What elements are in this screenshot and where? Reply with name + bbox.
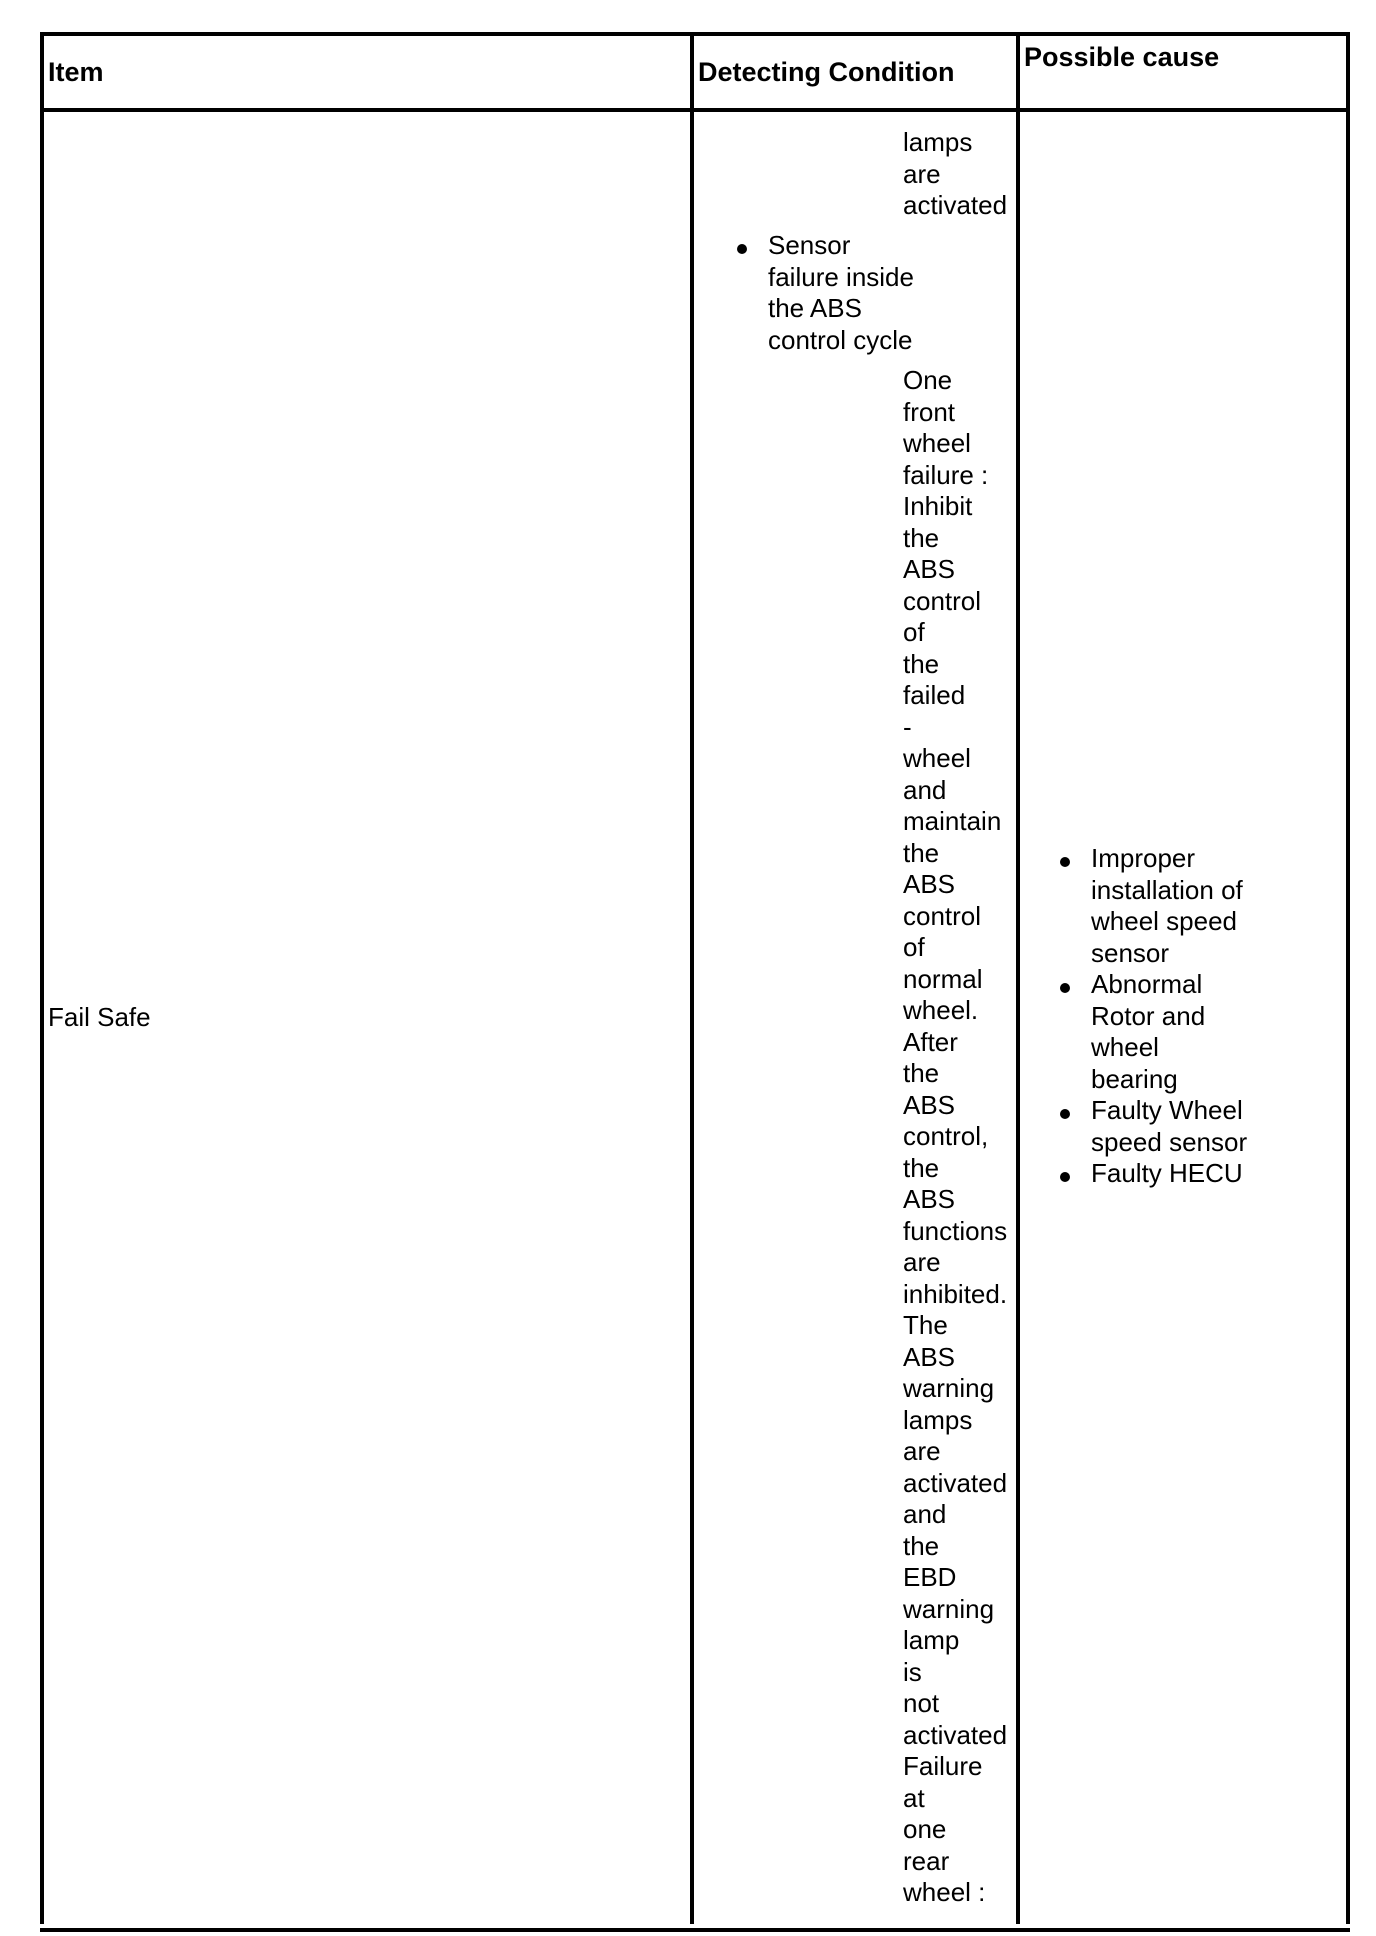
detecting-text-line: activated — [903, 190, 1008, 220]
possible-cause-bullet-dot — [1060, 1109, 1070, 1119]
possible-cause-line: speed sensor — [1091, 1126, 1248, 1157]
detecting-sub-line: the — [903, 1152, 940, 1183]
detecting-sub-line: activated — [903, 1467, 1008, 1498]
detecting-bullet-dot — [737, 244, 747, 254]
header-item: Item — [48, 57, 104, 87]
detecting-sub-line: the — [903, 837, 940, 868]
possible-cause-line: Improper — [1091, 843, 1196, 873]
possible-cause-bullet-dot — [1060, 983, 1070, 993]
possible-cause-bullet-dot — [1060, 857, 1070, 867]
column-divider-1 — [690, 32, 694, 1924]
detecting-sub-line: maintain — [903, 806, 1002, 836]
detecting-sub-line: the — [903, 1058, 940, 1088]
possible-cause-line: sensor — [1091, 937, 1170, 968]
detecting-sub-line: normal — [903, 963, 983, 994]
detecting-bullet-line: control cycle — [768, 324, 913, 355]
detecting-sub-line: wheel : — [903, 1877, 986, 1907]
detecting-sub-line: the — [903, 522, 940, 553]
detecting-sub-line: One — [903, 365, 953, 395]
detecting-sub-line: The — [903, 1310, 948, 1340]
detecting-sub-line: lamp — [903, 1625, 960, 1655]
detecting-sub-line: functions — [903, 1215, 1008, 1246]
possible-cause-line: installation of — [1091, 874, 1243, 905]
detecting-sub-line: lamps — [903, 1404, 973, 1435]
detecting-bullet-line: failure inside — [768, 261, 914, 292]
header-bottom-border — [40, 108, 1350, 112]
possible-cause-line: wheel speed — [1091, 906, 1237, 936]
detecting-text-line: are — [903, 158, 941, 189]
detecting-sub-line: Inhibit — [903, 491, 973, 521]
detecting-sub-line: the — [903, 1530, 940, 1561]
detecting-sub-line: ABS — [903, 1089, 956, 1120]
table-right-border — [1346, 32, 1350, 1924]
detecting-sub-line: the — [903, 648, 940, 679]
table-top-border — [40, 32, 1350, 36]
detecting-sub-line: ABS — [903, 1341, 956, 1372]
detecting-sub-line: Failure — [903, 1751, 983, 1781]
detecting-sub-line: rear — [903, 1845, 950, 1876]
detecting-sub-line: After — [903, 1026, 958, 1057]
detecting-sub-line: ABS — [903, 1184, 956, 1214]
detecting-bullet-line: the ABS — [768, 293, 862, 323]
detecting-sub-line: - — [903, 711, 912, 742]
detecting-sub-line: control, — [903, 1121, 989, 1151]
detecting-sub-line: one — [903, 1814, 947, 1844]
detecting-bullet-line: Sensor — [768, 230, 851, 260]
detecting-sub-line: and — [903, 1499, 947, 1529]
detecting-sub-line: of — [903, 932, 925, 962]
detecting-sub-line: activated — [903, 1719, 1008, 1750]
possible-cause-line: bearing — [1091, 1063, 1178, 1094]
detecting-sub-line: are — [903, 1247, 941, 1277]
detecting-sub-line: failed — [903, 680, 966, 710]
header-detecting-condition: Detecting Condition — [698, 57, 955, 87]
detecting-sub-line: not — [903, 1688, 940, 1718]
detecting-sub-line: ABS — [903, 554, 956, 584]
detecting-sub-line: warning — [903, 1373, 995, 1403]
detecting-sub-line: wheel — [903, 743, 971, 773]
detecting-sub-line: and — [903, 774, 947, 805]
column-divider-2 — [1016, 32, 1020, 1924]
possible-cause-line: Rotor and — [1091, 1000, 1206, 1031]
detecting-sub-line: wheel. — [903, 995, 979, 1025]
possible-cause-line: Faulty Wheel — [1091, 1095, 1243, 1125]
detecting-sub-line: of — [903, 617, 925, 647]
detecting-sub-line: wheel — [903, 428, 971, 458]
detecting-sub-line: inhibited. — [903, 1278, 1008, 1309]
detecting-sub-line: control — [903, 585, 982, 616]
detecting-text-line: lamps — [903, 127, 973, 157]
possible-cause-line: wheel — [1091, 1032, 1159, 1062]
header-possible-cause: Possible cause — [1024, 42, 1220, 72]
detecting-sub-line: front — [903, 396, 956, 427]
possible-cause-line: Faulty HECU — [1091, 1158, 1243, 1188]
detecting-sub-line: control — [903, 900, 982, 931]
detecting-sub-line: EBD — [903, 1562, 957, 1592]
detecting-sub-line: warning — [903, 1593, 995, 1624]
table-left-border — [40, 32, 44, 1924]
possible-cause-bullet-dot — [1060, 1172, 1070, 1182]
detecting-sub-line: is — [903, 1656, 922, 1687]
detecting-sub-line: failure : — [903, 459, 989, 490]
detecting-sub-line: ABS — [903, 869, 956, 899]
detecting-sub-line: at — [903, 1782, 925, 1813]
detecting-sub-line: are — [903, 1436, 941, 1466]
possible-cause-line: Abnormal — [1091, 969, 1203, 999]
table-bottom-border — [40, 1928, 1350, 1932]
item-cell: Fail Safe — [48, 1002, 151, 1032]
